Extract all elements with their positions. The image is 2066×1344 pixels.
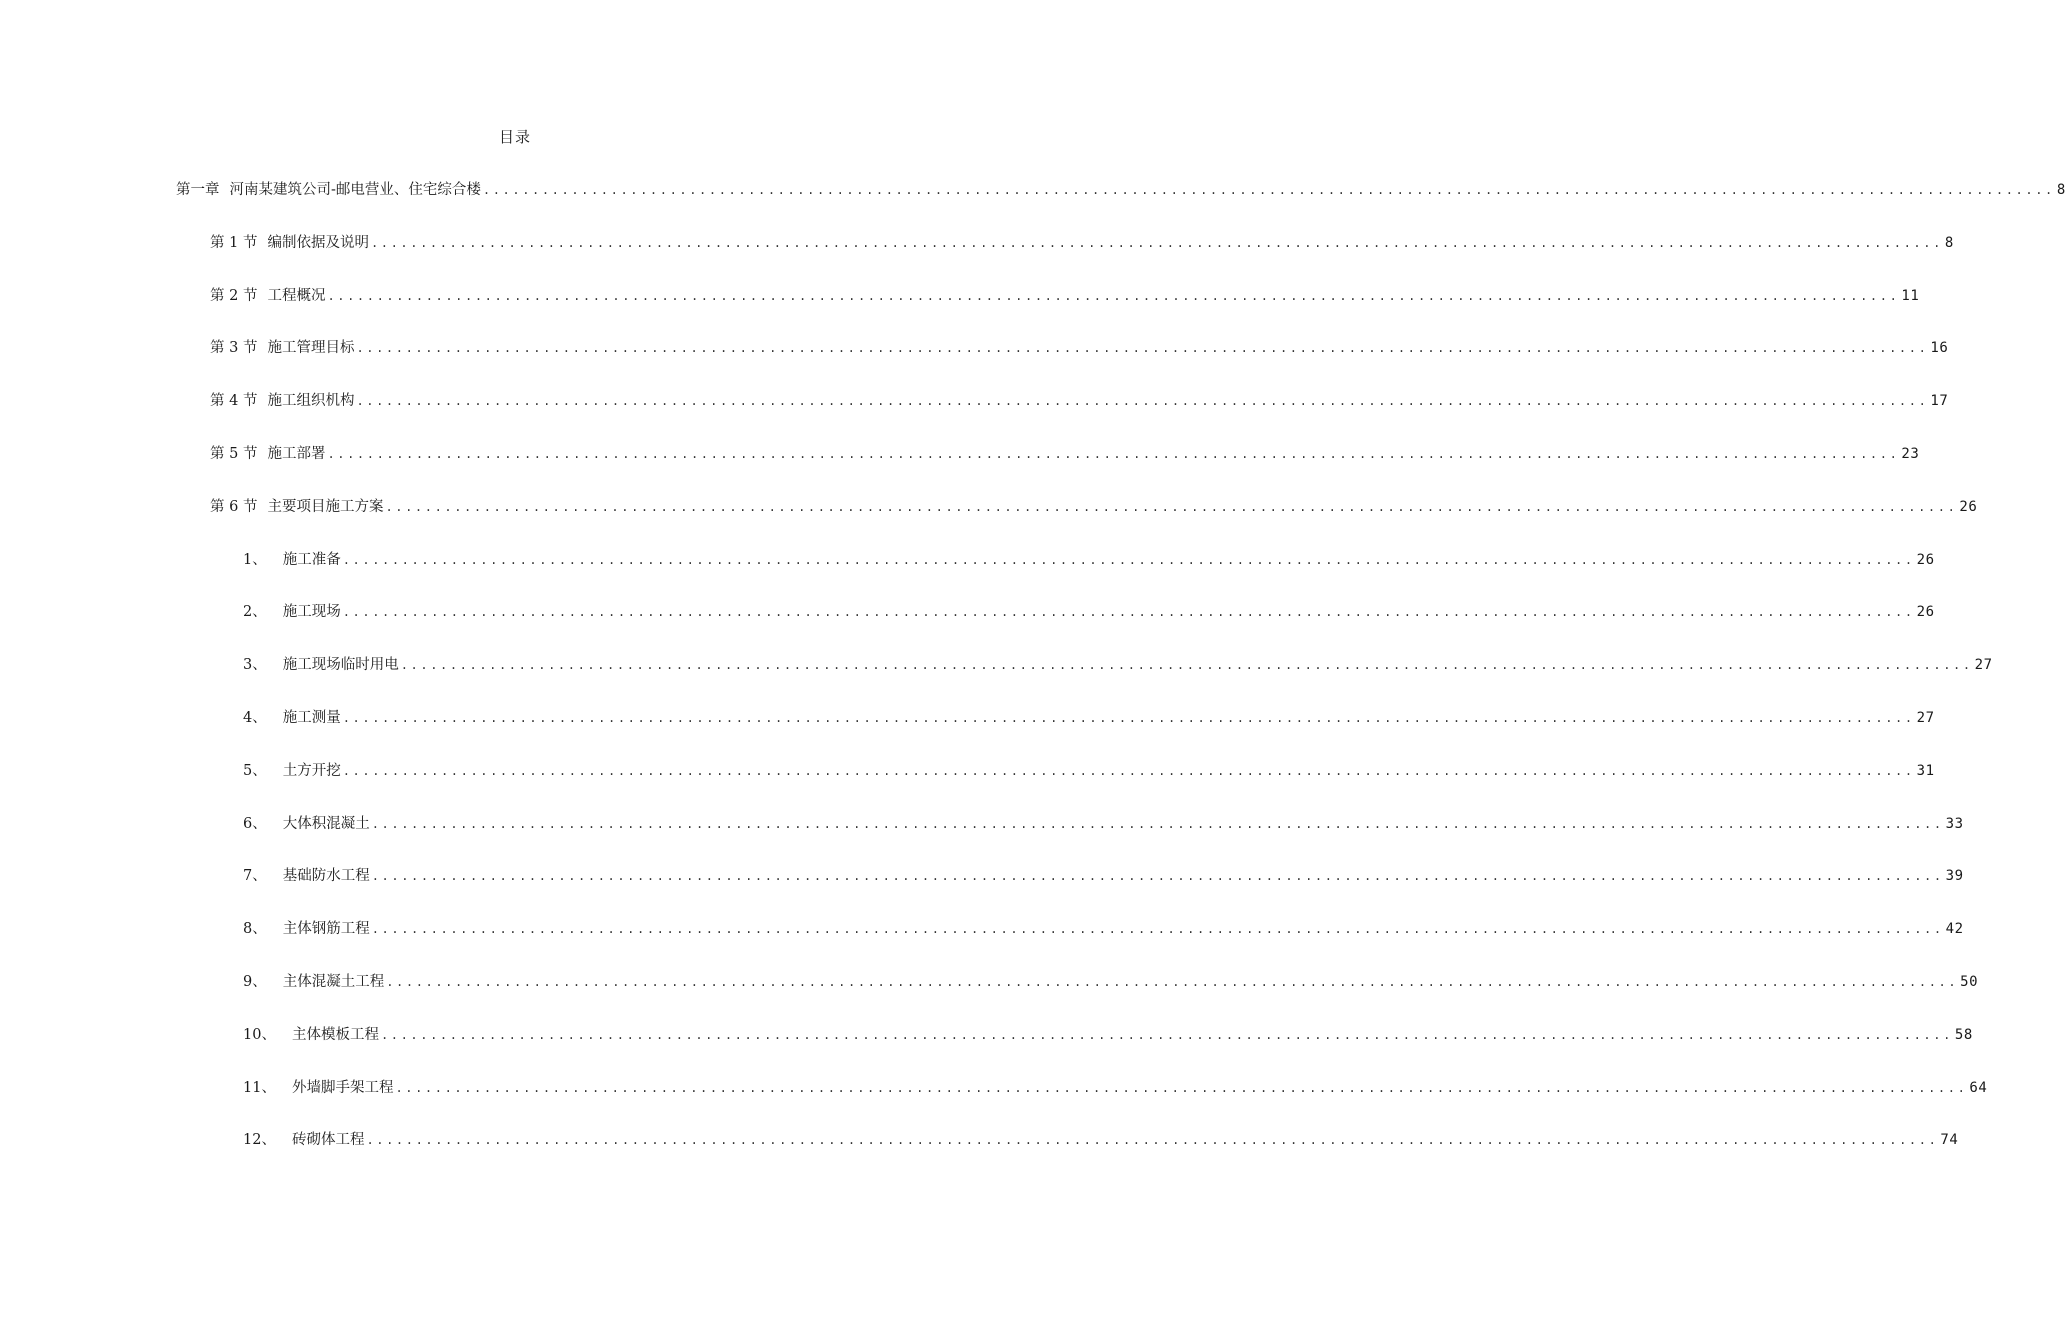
toc-entry-number: 第一章	[176, 182, 220, 198]
toc-entry-page-number: 31	[1916, 762, 1935, 779]
toc-entry-title: 大体积混凝土	[282, 815, 370, 832]
toc-title: 目录	[498, 128, 531, 146]
toc-entry-title: 砖砌体工程	[291, 1132, 365, 1149]
toc-entry-title: 主体钢筋工程	[282, 921, 370, 938]
toc-entry[interactable]	[0, 178, 2066, 231]
toc-entry[interactable]	[0, 1128, 1959, 1181]
toc-dot-leader: ................................................................................................................................................................	[342, 605, 1915, 620]
toc-entry-page-number: 11	[1901, 287, 1920, 304]
toc-entry-page-number: 64	[1969, 1079, 1988, 1096]
toc-entry[interactable]	[0, 970, 1979, 1023]
toc-entry-page-number: 58	[1954, 1026, 1973, 1043]
toc-entry-number: 第 6 节	[210, 498, 258, 515]
toc-entry-number: 6、	[243, 815, 267, 832]
toc-entry-title: 土方开挖	[282, 762, 341, 779]
toc-entry[interactable]	[0, 917, 1964, 970]
toc-entry-page-number: 8	[2056, 182, 2066, 198]
toc-entry-page-number: 27	[1974, 657, 1993, 674]
toc-entry-number: 2、	[243, 604, 267, 621]
toc-entry-title: 施工部署	[267, 445, 326, 462]
toc-dot-leader: ................................................................................................................................................................	[342, 763, 1915, 778]
toc-dot-leader: ................................................................................................................................................................	[370, 235, 1943, 250]
toc-entry-page-number: 42	[1945, 921, 1964, 938]
toc-entry-title: 主体混凝土工程	[282, 973, 385, 990]
toc-entry-title: 施工现场	[282, 604, 341, 621]
toc-entry-page-number: 74	[1940, 1132, 1959, 1149]
toc-dot-leader: ................................................................................................................................................................	[386, 974, 1959, 989]
toc-entry-page-number: 26	[1959, 498, 1978, 515]
toc-dot-leader: ................................................................................................................................................................	[380, 1027, 1953, 1042]
toc-entry-number: 10、	[243, 1026, 276, 1043]
toc-dot-leader: ................................................................................................................................................................	[371, 816, 1944, 831]
toc-entry-page-number: 23	[1901, 445, 1920, 462]
toc-dot-leader: ................................................................................................................................................................	[342, 552, 1915, 567]
toc-entry[interactable]	[0, 284, 1920, 337]
toc-dot-leader: ................................................................................................................................................................	[400, 658, 1973, 673]
toc-entry[interactable]	[0, 706, 1935, 759]
toc-entry-page-number: 16	[1930, 340, 1949, 357]
toc-entry-page-number: 39	[1945, 868, 1964, 885]
toc-entry-number: 第 1 节	[210, 234, 258, 251]
toc-dot-leader: ................................................................................................................................................................	[395, 1080, 1968, 1095]
toc-entry[interactable]	[0, 548, 1935, 601]
toc-entry[interactable]	[0, 442, 1920, 495]
toc-entry[interactable]	[0, 389, 1949, 442]
toc-entry[interactable]	[0, 495, 1978, 548]
toc-entry[interactable]	[0, 653, 1993, 706]
toc-entry-number: 第 2 节	[210, 287, 258, 304]
toc-dot-leader: ................................................................................................................................................................	[366, 1133, 1939, 1148]
toc-entry-title: 施工管理目标	[267, 340, 355, 357]
toc-entry-number: 9、	[243, 973, 267, 990]
toc-entry-page-number: 26	[1916, 604, 1935, 621]
toc-entry-number: 4、	[243, 709, 267, 726]
toc-entry-number: 第 4 节	[210, 393, 258, 410]
toc-entry-title: 编制依据及说明	[267, 234, 369, 251]
toc-entry-title: 基础防水工程	[282, 868, 370, 885]
toc-entry-title: 河南某建筑公司-邮电营业、住宅综合楼	[229, 182, 481, 198]
toc-entry[interactable]	[0, 600, 1935, 653]
toc-entry-number: 11、	[243, 1079, 276, 1096]
toc-entry-title: 工程概况	[267, 287, 326, 304]
toc-dot-leader: ................................................................................................................................................................	[385, 499, 1958, 514]
toc-dot-leader: ................................................................................................................................................................	[371, 922, 1944, 937]
toc-dot-leader: ................................................................................................................................................................	[356, 341, 1929, 356]
toc-dot-leader: ................................................................................................................................................................	[327, 288, 1900, 303]
toc-entry-title: 施工测量	[282, 709, 341, 726]
toc-entry-page-number: 27	[1916, 709, 1935, 726]
toc-entry-page-number: 17	[1930, 393, 1949, 410]
toc-entry-number: 1、	[243, 551, 267, 568]
toc-entry-page-number: 33	[1945, 815, 1964, 832]
toc-dot-leader: ................................................................................................................................................................	[356, 394, 1929, 409]
toc-entry-number: 7、	[243, 868, 267, 885]
toc-entry[interactable]	[0, 759, 1935, 812]
toc-entry[interactable]	[0, 336, 1949, 389]
toc-entry-number: 第 3 节	[210, 340, 258, 357]
toc-entry-number: 5、	[243, 762, 267, 779]
toc-entry-title: 施工准备	[282, 551, 341, 568]
toc-entry-page-number: 50	[1960, 973, 1979, 990]
toc-entry-title: 主要项目施工方案	[267, 498, 384, 515]
toc-dot-leader: ................................................................................................................................................................	[327, 446, 1900, 461]
toc-entry[interactable]	[0, 1076, 1988, 1129]
toc-entry[interactable]	[0, 1023, 1973, 1076]
toc-list	[0, 178, 2066, 1181]
toc-entry-number: 第 5 节	[210, 445, 258, 462]
toc-entry-title: 施工组织机构	[267, 393, 355, 410]
toc-dot-leader: ................................................................................................................................................................	[482, 183, 2055, 197]
toc-entry-number: 3、	[243, 657, 267, 674]
toc-entry-number: 8、	[243, 921, 267, 938]
toc-entry[interactable]	[0, 231, 1954, 284]
toc-entry-page-number: 26	[1916, 551, 1935, 568]
toc-entry-page-number: 8	[1944, 234, 1954, 251]
toc-entry-title: 外墙脚手架工程	[291, 1079, 394, 1096]
toc-entry-number: 12、	[243, 1132, 276, 1149]
toc-dot-leader: ................................................................................................................................................................	[342, 710, 1915, 725]
toc-entry[interactable]	[0, 864, 1964, 917]
toc-entry-title: 施工现场临时用电	[282, 657, 399, 674]
toc-entry-title: 主体模板工程	[291, 1026, 379, 1043]
toc-entry[interactable]	[0, 812, 1964, 865]
toc-dot-leader: ................................................................................................................................................................	[371, 869, 1944, 884]
